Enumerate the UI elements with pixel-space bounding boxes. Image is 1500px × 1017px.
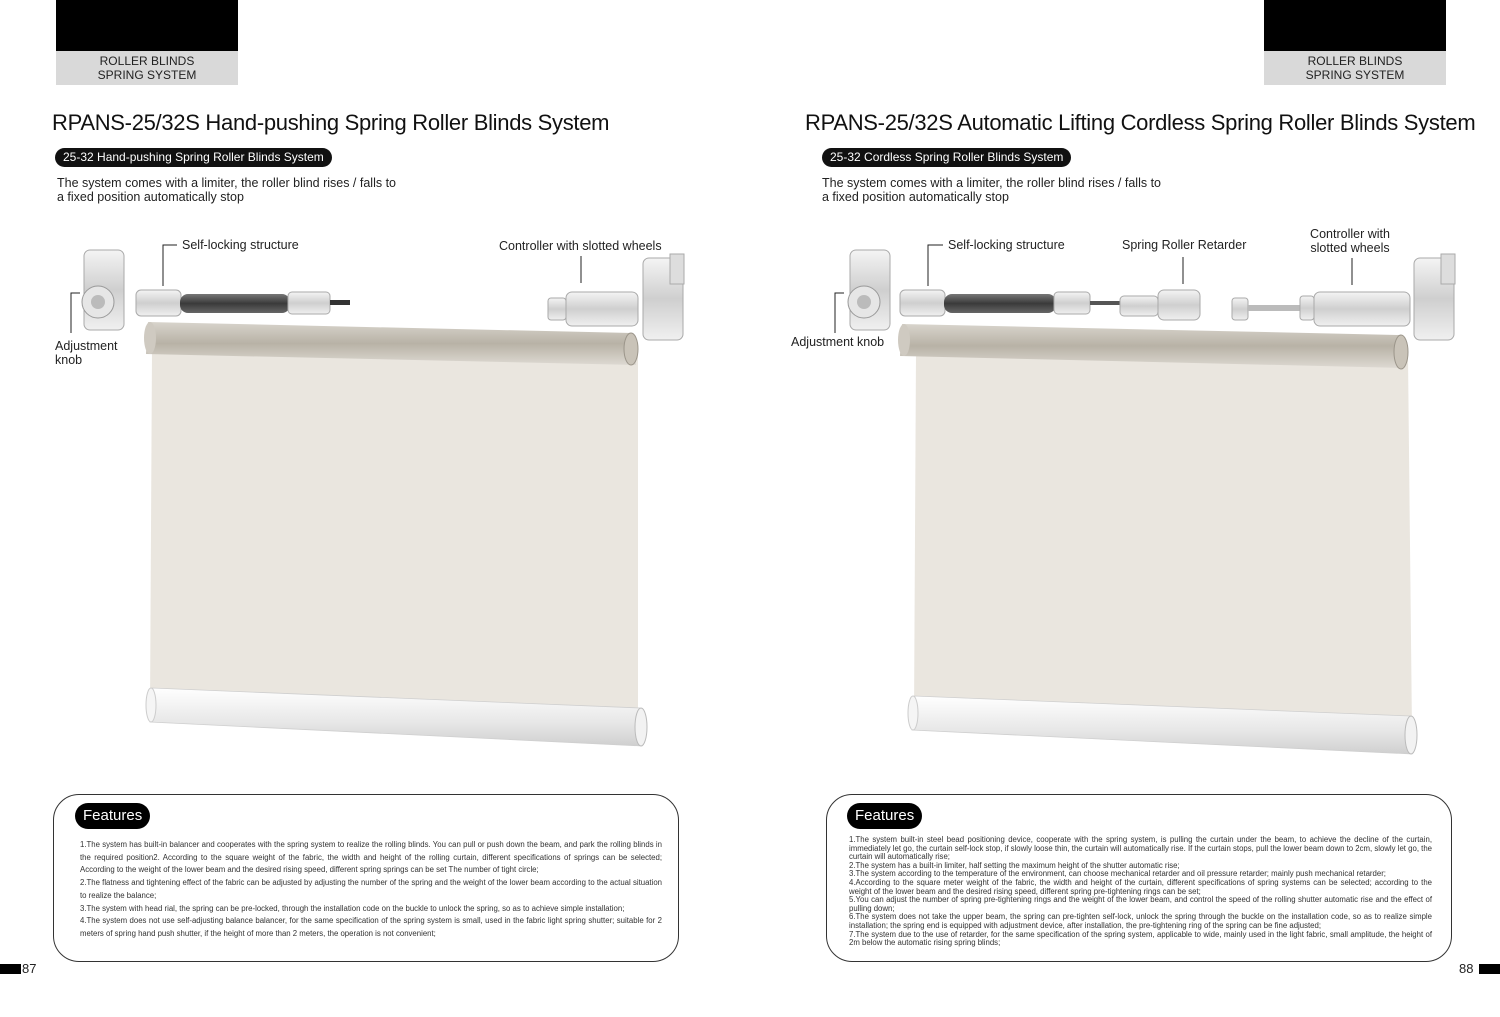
feature-item: 4.The system does not use self-adjusting balance balancer, for the same specification of the spring system is small, used in the fabric light spring shutter; suitable for 2 meters of spring hand push shutter, if the height of more than 2 meters, the operation is not convenient;: [80, 916, 662, 938]
left-page-title: RPANS-25/32S Hand-pushing Spring Roller Blinds System: [52, 110, 610, 135]
section-label-line1: ROLLER BLINDS: [99, 54, 195, 68]
right-features-label: Features: [847, 803, 922, 829]
left-desc-line2: a fixed position automatically stop: [57, 190, 244, 204]
left-header-black-block: [56, 0, 238, 51]
right-callout-adjustment-knob: Adjustment knob: [791, 335, 885, 349]
adjust-line1: Adjustment: [55, 339, 118, 353]
adjust-line2: knob: [55, 353, 83, 367]
left-section-label: [56, 51, 238, 85]
feature-item: 5.You can adjust the number of spring pre-tightening rings and the weight of the lower beam, and control the speed of the rolling shutter automatic rise and the effect of pulling down;: [849, 895, 1432, 913]
left-leader-lines: [71, 245, 581, 333]
right-features-list: [849, 836, 1432, 948]
right-desc-line1: The system comes with a limiter, the roller blind rises / falls to: [822, 176, 1162, 190]
right-section-label: [1264, 51, 1446, 85]
left-desc-line1: The system comes with a limiter, the roller blind rises / falls to: [57, 176, 397, 190]
left-description: [57, 176, 457, 204]
right-roller-blind-image: [898, 324, 1417, 754]
controller-line2: slotted wheels: [1310, 241, 1390, 255]
section-label-line2: SPRING SYSTEM: [1305, 68, 1405, 82]
feature-item: 1.The system built-in steel bead positioning device, cooperate with the spring system, is pulling the curtain under the beam, to achieve the decline of the curtain, immediately let go, the curtain self-lock stop, if slowly loose thin, the curtain will automatically rise. If the curtain stops, pull the lower beam down to 2cm, slowly let go, the curtain will automatically rise;: [849, 835, 1432, 862]
feature-item: 2.The system has a built-in limiter, half setting the maximum height of the shutter automatic rise;: [849, 860, 1180, 870]
feature-item: 1.The system has built-in balancer and cooperates with the spring system to realize the rolling blinds. You can pull or push down the beam, and park the rolling blinds in the required position2. According to the square weight of the fabric, the width and height of the rolling curtain, different specifications of springs can be selected; According to the weight of the lower beam and the desired rising speed, different spring springs can be set The number of tight circle;: [80, 840, 662, 875]
right-description: [822, 176, 1222, 204]
section-label-line1: ROLLER BLINDS: [1307, 54, 1403, 68]
left-page-marker: [0, 964, 21, 974]
left-features-list: [80, 839, 662, 941]
right-header-black-block: [1264, 0, 1446, 51]
controller-line1: Controller with: [1310, 227, 1390, 241]
right-callout-controller: [1300, 227, 1400, 255]
left-system-pill: 25-32 Hand-pushing Spring Roller Blinds System: [55, 148, 332, 167]
right-callout-self-locking: Self-locking structure: [948, 238, 1065, 252]
right-system-pill: 25-32 Cordless Spring Roller Blinds System: [822, 148, 1071, 167]
feature-item: 6.The system does not take the upper beam, the spring can pre-tighten self-lock, unlock the spring through the buckle on the installation code, so as to realize simple installation; the spring end is equipped with adjustment device, after installation, the pre-tightening ring of the spring can be fine adjusted;: [849, 912, 1432, 930]
right-page-number: 88: [1459, 961, 1474, 976]
left-callout-controller: Controller with slotted wheels: [499, 239, 662, 253]
right-leader-lines: [835, 245, 1352, 333]
feature-item: 4.According to the square meter weight of the fabric, the width and height of the curtain, different specifications of spring systems can be selected; according to the weight of the lower beam and the desired rising speed, different spring pre-tightening rings can be set;: [849, 877, 1432, 896]
feature-item: 3.The system with head rial, the spring can be pre-locked, through the installation code on the buckle to unlock the spring, so as to achieve simple installation;: [80, 903, 625, 913]
feature-item: 3.The system according to the temperature of the environment, can choose mechanical retarder and oil pressure retarder; mainly push mechanical retarder;: [849, 869, 1386, 879]
right-page-title: RPANS-25/32S Automatic Lifting Cordless Spring Roller Blinds System: [805, 110, 1476, 135]
left-page-number: 87: [22, 961, 37, 976]
section-label-line2: SPRING SYSTEM: [97, 68, 197, 82]
left-roller-blind-image: [144, 322, 647, 746]
right-page-marker: [1479, 964, 1500, 974]
feature-item: 7.The system due to the use of retarder, for the same specification of the spring system, applicable to wide, mainly used in the light fabric, small amplitude, the height of 2m below the automatic rising spring blinds;: [849, 929, 1432, 948]
feature-item: 2.The flatness and tightening effect of the fabric can be adjusted by adjusting the number of the spring and the weight of the lower beam according to the actual situation to realize the balance;: [80, 878, 662, 900]
left-callout-adjustment-knob: [55, 339, 118, 367]
left-callout-self-locking: Self-locking structure: [182, 238, 299, 252]
right-callout-retarder: Spring Roller Retarder: [1122, 238, 1247, 252]
right-desc-line2: a fixed position automatically stop: [822, 190, 1009, 204]
left-features-label: Features: [75, 803, 150, 829]
